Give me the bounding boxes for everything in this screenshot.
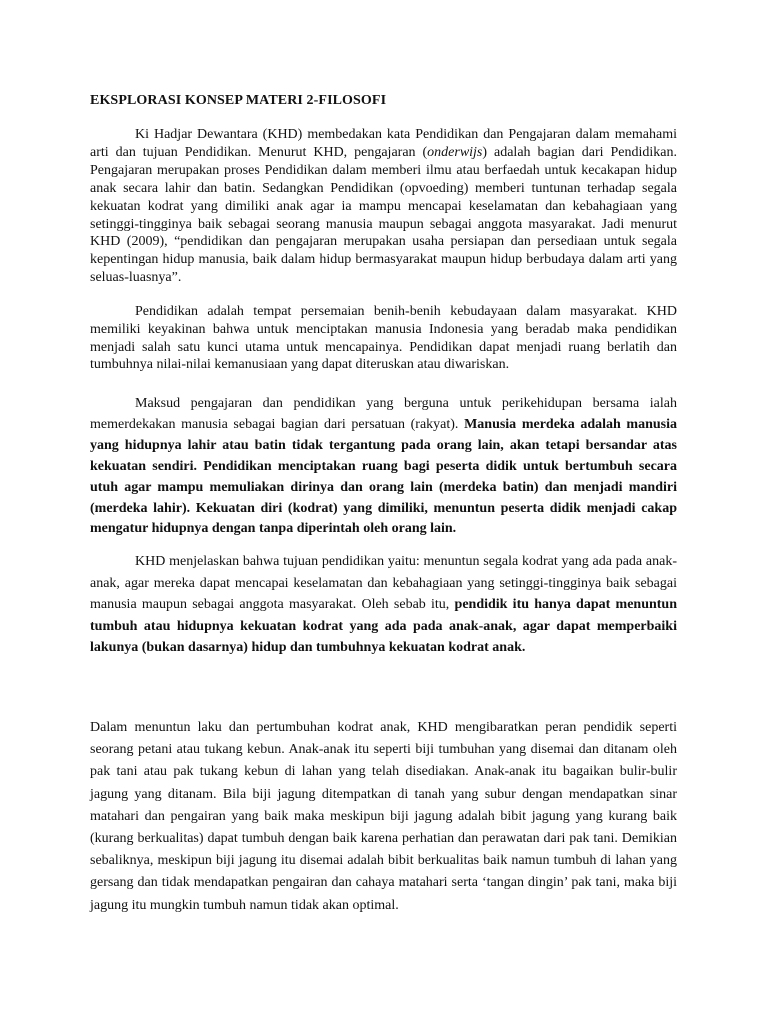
paragraph-culture-seedbed: Pendidikan adalah tempat persemaian benih-benih kebudayaan dalam masyarakat. KHD memiliki keyakinan bahwa untuk menciptakan manusia Indonesia yang beradab maka pendidikan menjadi salah satu kunci utama untuk mencapainya. Pendidikan dapat menjadi ruang berlatih dan tumbuhnya nilai-nilai kemanusiaan yang dapat diteruskan atau diwariskan.: [90, 304, 677, 373]
paragraph-education-goal: [90, 551, 677, 659]
paragraph-farmer-analogy: Dalam menuntun laku dan pertumbuhan kodrat anak, KHD mengibaratkan peran pendidik seperti seorang petani atau tukang kebun. Anak-anak itu seperti biji tumbuhan yang disemai dan ditanam oleh pak tani atau pak tukang kebun di lahan yang telah disediakan. Anak-anak itu bagaikan bulir-bulir jagung yang ditanam. Bila biji jagung ditempatkan di tanah yang subur dengan mendapatkan sinar matahari dan pengairan yang baik maka meskipun biji jagung adalah bibit jagung yang kurang baik (kurang berkualitas) dapat tumbuh dengan baik karena perhatian dan perawatan dari pak tani. Demikian sebaliknya, meskipun biji jagung itu disemai adalah bibit berkualitas baik namun tumbuh di lahan yang gersang dan tidak mendapatkan pengairan dan cahaya matahari serta ‘tangan dingin’ pak tani, maka biji jagung itu mungkin tumbuh namun tidak akan optimal.: [90, 720, 677, 913]
italic-term-onderwijs: onderwijs: [427, 144, 483, 160]
bold-text-merdeka: Manusia merdeka adalah manusia yang hidupnya lahir atau batin tidak tergantung pada orang lain, akan tetapi bersandar atas kekuatan sendiri. Pendidikan menciptakan ruang bagi peserta didik untuk bertumbuh secara utuh agar mampu memuliakan dirinya dan orang lain (merdeka batin) dan menjadi mandiri (merdeka lahir). Kekuatan diri (kodrat) yang dimiliki, menuntun peserta didik menjadi cakap mengatur hidupnya dengan tanpa diperintah oleh orang lain.: [90, 416, 677, 537]
paragraph-text: KHD menjelaskan bahwa tujuan pendidikan yaitu: menuntun segala kodrat yang ada pada anak-anak, agar mereka dapat mencapai keselamatan dan kebahagiaan yang setinggi-tingginya baik sebagai manusia maupun sebagai anggota masyarakat. Oleh sebab itu,: [90, 554, 677, 613]
paragraph-text: Ki Hadjar Dewantara (KHD) membedakan kata Pendidikan dan Pengajaran dalam memahami arti dan tujuan Pendidikan. Menurut KHD, pengajaran (: [90, 127, 677, 160]
paragraph-text: ) adalah bagian dari Pendidikan. Pengajaran merupakan proses Pendidikan dalam memberi ilmu atau berfaedah untuk kecakapan hidup anak secara lahir dan batin. Sedangkan Pendidikan (opvoeding) memberi tuntunan terhadap segala kekuatan kodrat yang dimiliki anak agar ia mampu mencapai keselamatan dan kebahagiaan yang setinggi-tingginya baik sebagai seorang manusia maupun sebagai anggota masyarakat. Jadi menurut KHD (2009), “pendidikan dan pengajaran merupakan usaha persiapan dan persediaan untuk segala kepentingan hidup manusia, baik dalam hidup bermasyarakat maupun hidup berbudaya dalam arti yang seluas-luasnya”.: [90, 144, 677, 286]
document-title: EKSPLORASI KONSEP MATERI 2-FILOSOFI: [90, 93, 387, 108]
bold-text-pendidik: pendidik itu hanya dapat menuntun tumbuh atau hidupnya kekuatan kodrat yang ada pada anak-anak, agar dapat memperbaiki lakunya (bukan dasarnya) hidup dan tumbuhnya kekuatan kodrat anak.: [90, 597, 677, 656]
paragraph-text: Maksud pengajaran dan pendidikan yang berguna untuk perikehidupan bersama ialah memerdekakan manusia sebagai bagian dari persatuan (rakyat).: [90, 396, 677, 432]
paragraph-merdeka: [90, 394, 677, 540]
paragraph-khd-definition: [90, 126, 677, 287]
